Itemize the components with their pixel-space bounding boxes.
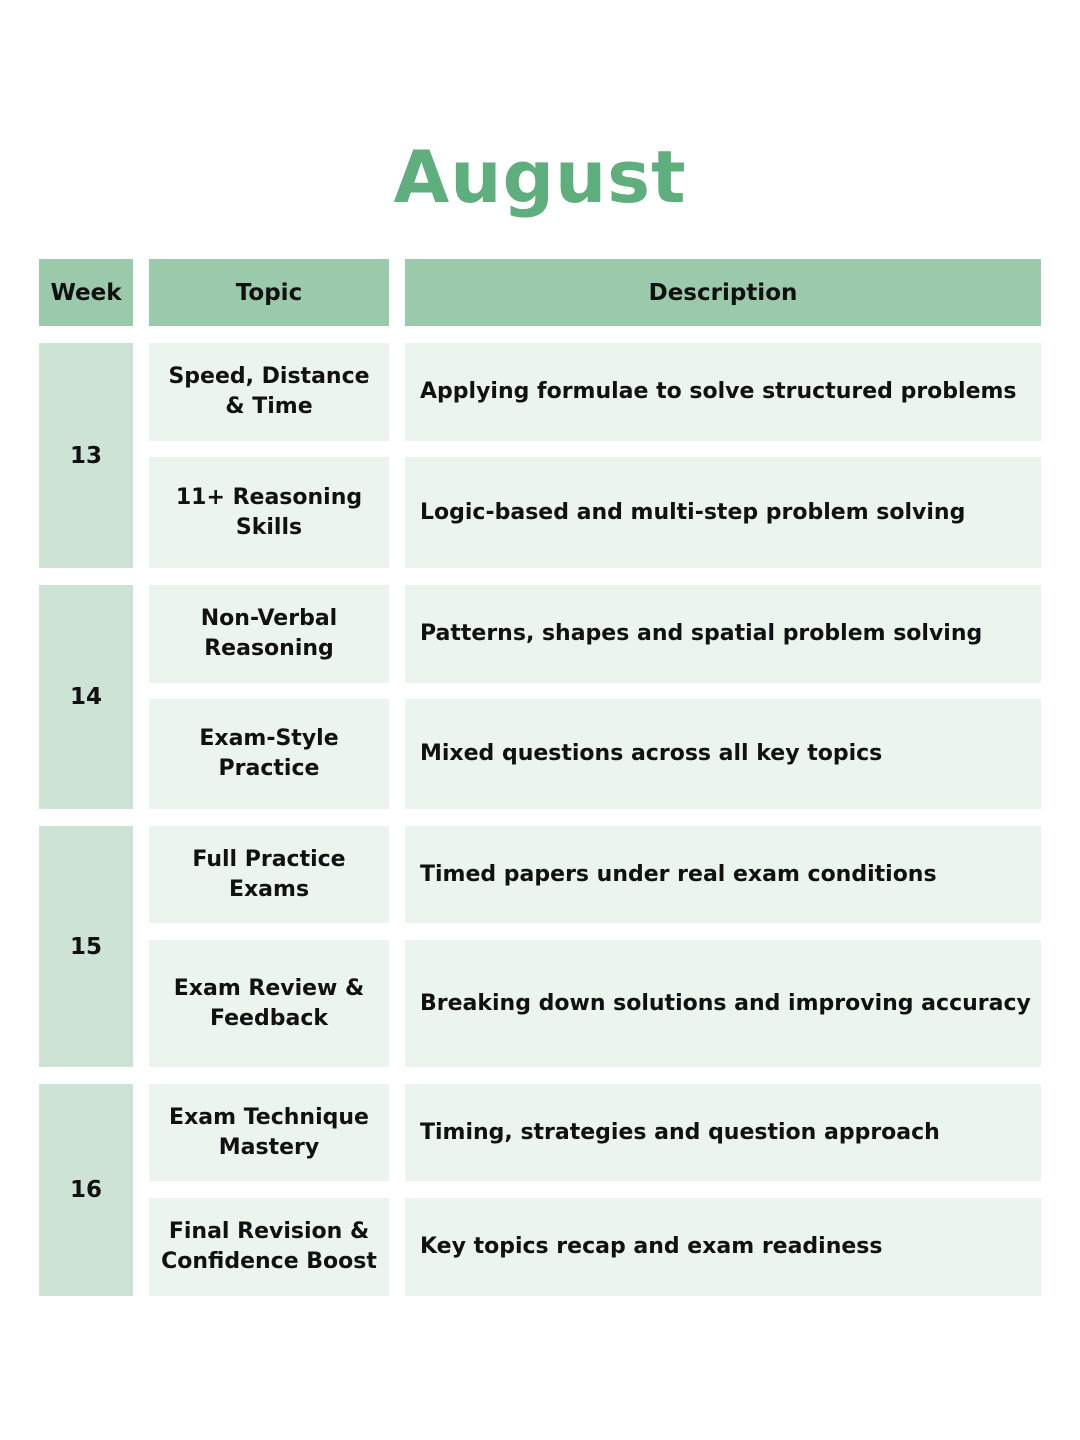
description-cell: Logic-based and multi-step problem solving [405,457,1041,568]
description-cell: Patterns, shapes and spatial problem solving [405,585,1041,683]
topic-cell: Final Revision & Confidence Boost [149,1198,389,1296]
week-cell-14: 14 [39,585,133,809]
topic-cell: Non-Verbal Reasoning [149,585,389,683]
topic-cell: Speed, Distance & Time [149,343,389,441]
header-week: Week [39,259,133,326]
week-cell-13: 13 [39,343,133,568]
description-cell: Key topics recap and exam readiness [405,1198,1041,1296]
topic-cell: Full Practice Exams [149,826,389,923]
description-cell: Breaking down solutions and improving accuracy [405,940,1041,1067]
description-cell: Mixed questions across all key topics [405,699,1041,809]
topic-cell: 11+ Reasoning Skills [149,457,389,568]
header-topic: Topic [149,259,389,326]
header-description: Description [405,259,1041,326]
topic-cell: Exam Technique Mastery [149,1084,389,1181]
description-cell: Timed papers under real exam conditions [405,826,1041,923]
week-cell-16: 16 [39,1084,133,1296]
description-cell: Timing, strategies and question approach [405,1084,1041,1181]
topic-cell: Exam-Style Practice [149,699,389,809]
page-title: August [393,135,687,219]
topic-cell: Exam Review & Feedback [149,940,389,1067]
week-cell-15: 15 [39,826,133,1067]
description-cell: Applying formulae to solve structured problems [405,343,1041,441]
